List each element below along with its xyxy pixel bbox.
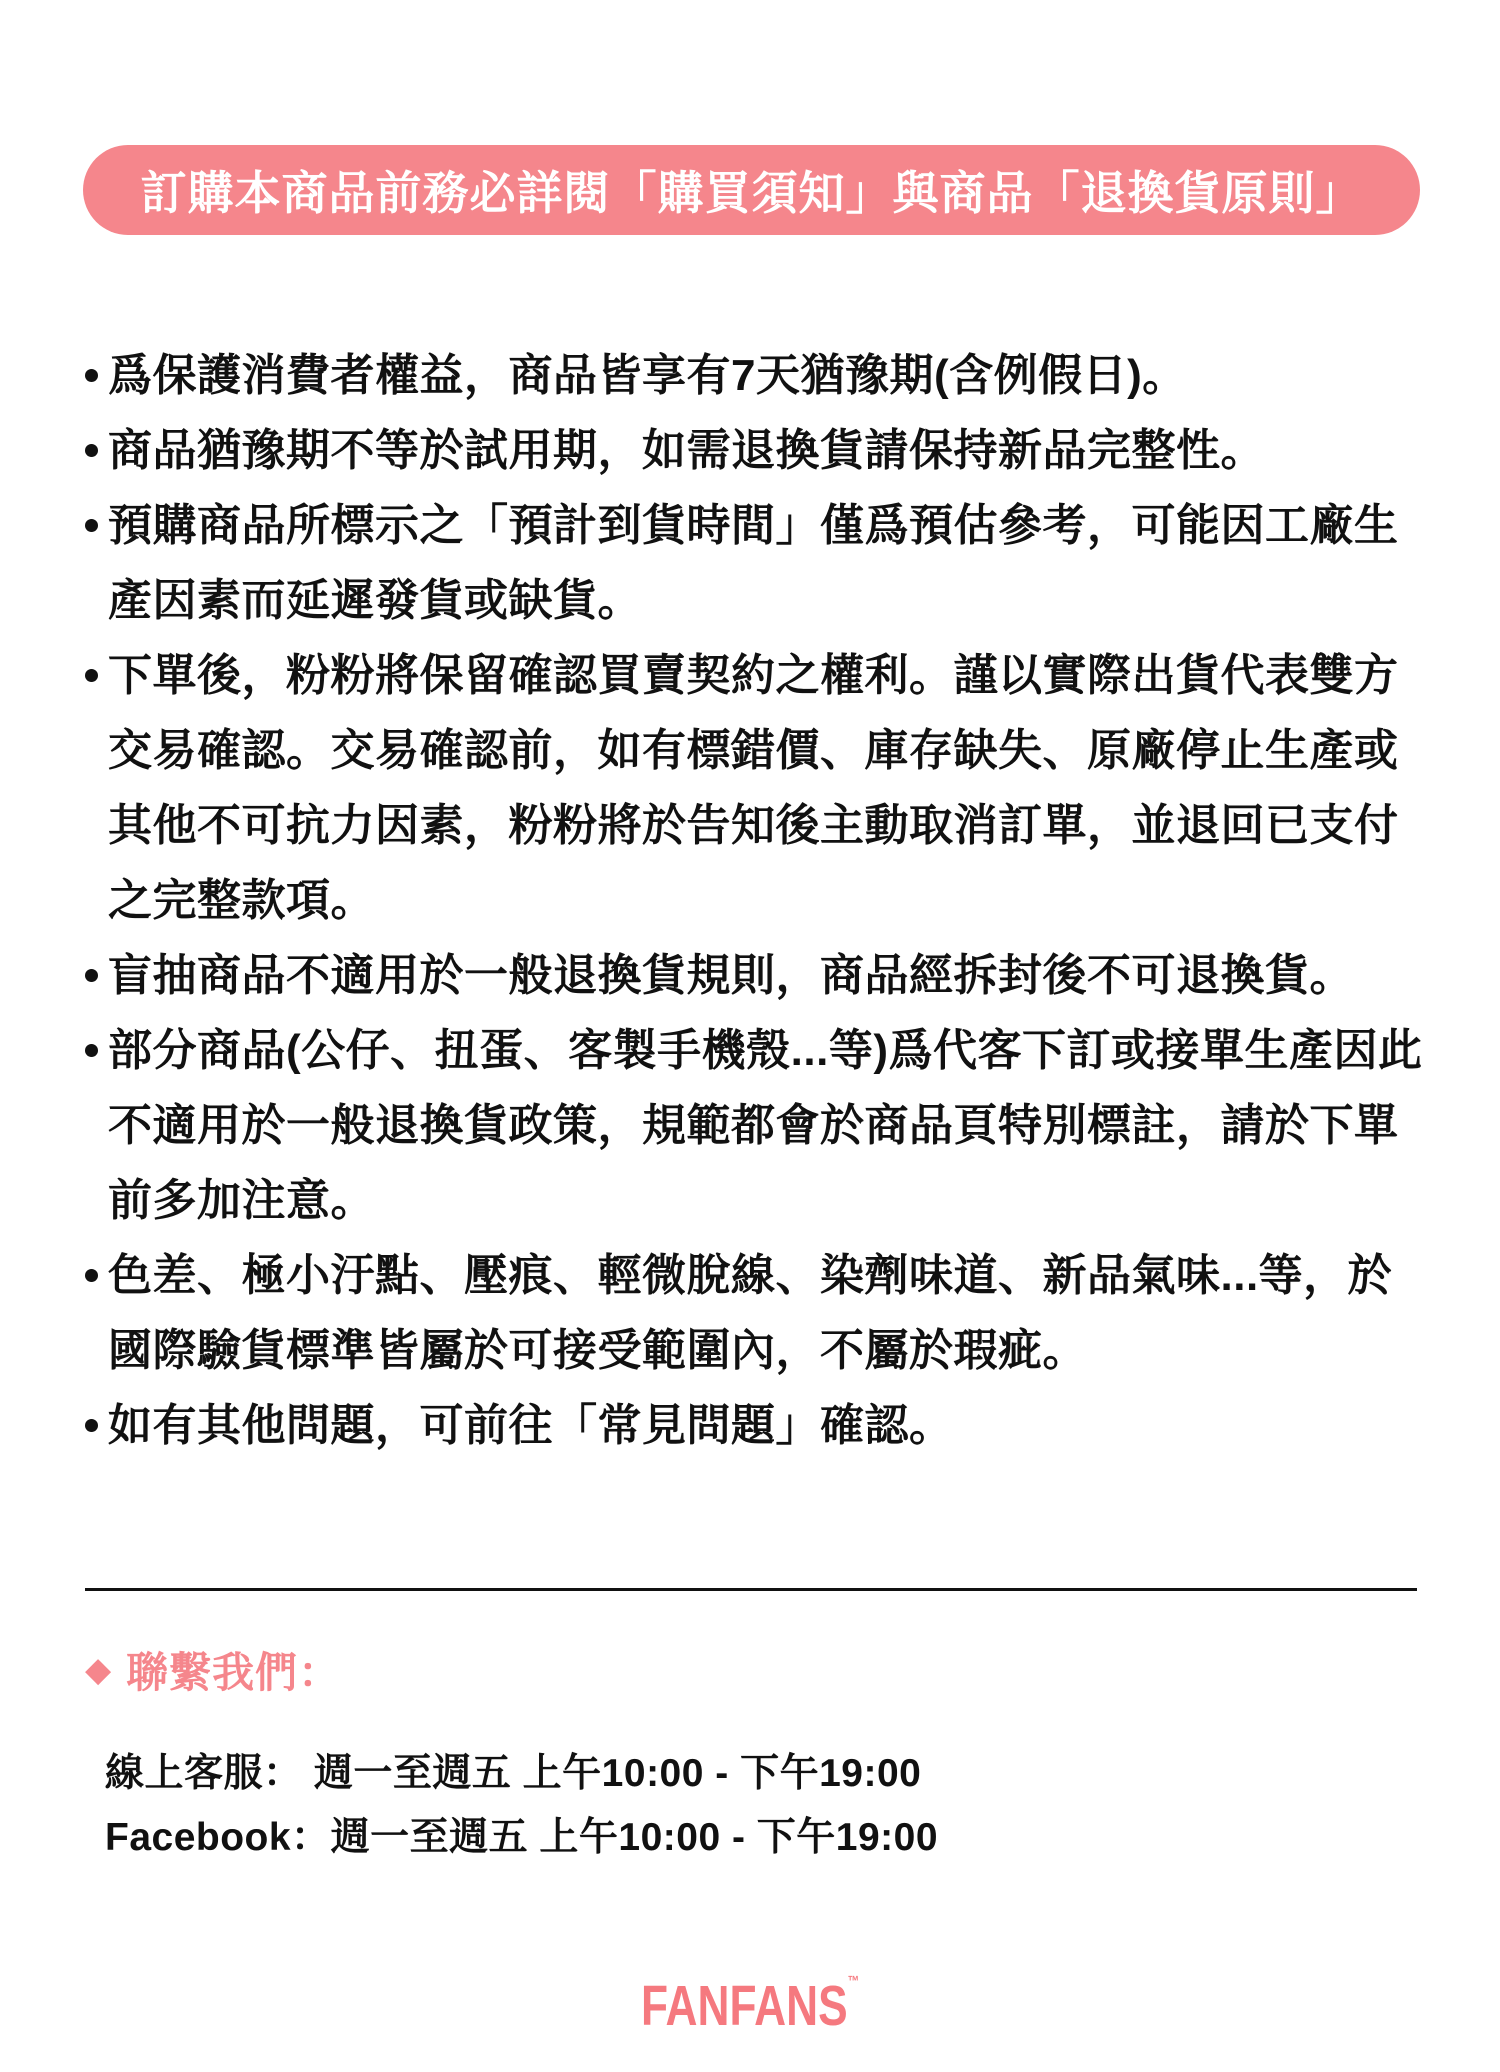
notice-item: 盲抽商品不適用於一般退換貨規則，商品經拆封後不可退換貨。: [85, 938, 1425, 1013]
contact-line-support: [105, 1742, 938, 1806]
contact-line-facebook-value: 週一至週五 上午10:00 - 下午19:00: [330, 1816, 939, 1859]
contact-line-support-label: 線上客服：: [105, 1752, 303, 1795]
notice-item: 如有其他問題，可前往「常見問題」確認。: [85, 1388, 1425, 1463]
notice-item: 部分商品(公仔、扭蛋、客製手機殼...等)爲代客下訂或接單生產因此不適用於一般退換貨政策，規範都會於商品頁特別標註，請於下單前多加注意。: [85, 1013, 1425, 1238]
notice-item: 預購商品所標示之「預計到貨時間」僅爲預估參考，可能因工廠生產因素而延遲發貨或缺貨。: [85, 488, 1425, 638]
contact-heading: [85, 1640, 341, 1700]
contact-line-support-value: 週一至週五 上午10:00 - 下午19:00: [302, 1752, 922, 1795]
contact-heading-label: 聯繫我們：: [126, 1649, 342, 1696]
notice-banner: [83, 145, 1420, 235]
notice-item: 商品猶豫期不等於試用期，如需退換貨請保持新品完整性。: [85, 413, 1425, 488]
contact-line-facebook-label: Facebook：: [105, 1816, 331, 1859]
notice-item: 爲保護消費者權益，商品皆享有7天猶豫期(含例假日)。: [85, 338, 1425, 413]
fanfans-logo: [0, 1972, 1500, 2038]
notice-item: 下單後，粉粉將保留確認買賣契約之權利。謹以實際出貨代表雙方交易確認。交易確認前，如有標錯價、庫存缺失、原廠停止生產或其他不可抗力因素，粉粉將於告知後主動取消訂單，並退回已支付之完整款項。: [85, 638, 1425, 938]
section-divider: [85, 1588, 1417, 1591]
notice-list: [85, 338, 1425, 1463]
fanfans-logo-text: FANFANS™: [640, 1972, 860, 2038]
diamond-icon: ◆: [85, 1651, 113, 1689]
notice-banner-title: 訂購本商品前務必詳閱「購買須知」與商品「退換貨原則」: [140, 167, 1363, 219]
contact-line-facebook: [105, 1806, 938, 1870]
trademark-symbol: ™: [847, 1972, 860, 1990]
notice-item: 色差、極小汙點、壓痕、輕微脫線、染劑味道、新品氣味...等，於國際驗貨標準皆屬於可接受範圍內，不屬於瑕疵。: [85, 1238, 1425, 1388]
contact-info: [105, 1742, 938, 1870]
